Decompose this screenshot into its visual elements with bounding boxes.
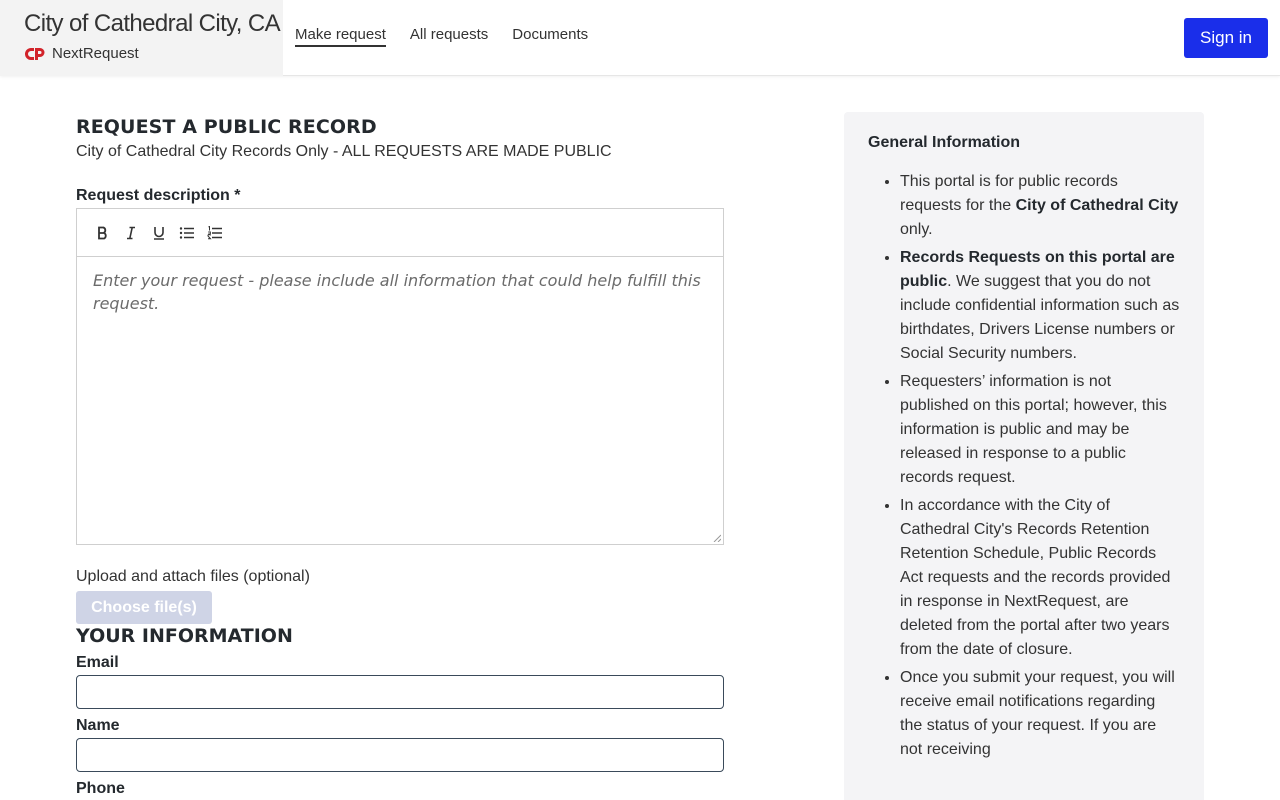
sign-in-button[interactable]: Sign in (1184, 18, 1268, 58)
your-information-title: YOUR INFORMATION (76, 625, 293, 647)
request-form (76, 112, 724, 798)
name-field[interactable] (76, 738, 724, 772)
request-description-label (76, 187, 724, 205)
info-item-text: This portal is for public records requests for the (900, 173, 1118, 214)
info-item-text: . We suggest that you do not include confidential information such as birthdates, Drivers License numbers or Social Security numbers. (900, 273, 1180, 362)
request-description-input[interactable] (77, 257, 723, 544)
page-title: REQUEST A PUBLIC RECORD (76, 116, 377, 138)
choose-files-button[interactable]: Choose file(s) (76, 591, 212, 624)
info-item (900, 494, 1180, 662)
info-item (900, 666, 1180, 762)
org-title[interactable]: City of Cathedral City, CA (24, 10, 281, 37)
info-item (900, 370, 1180, 490)
info-item-bold: Records Requests on this portal are public (900, 249, 1175, 290)
editor-toolbar (77, 209, 723, 257)
email-label: Email (76, 654, 119, 671)
required-marker: * (234, 187, 241, 204)
bullet-list-icon[interactable] (175, 221, 199, 245)
underline-icon[interactable] (147, 221, 171, 245)
nav-documents[interactable]: Documents (512, 26, 589, 43)
brand-block[interactable] (0, 0, 283, 76)
numbered-list-icon[interactable] (203, 221, 227, 245)
bold-icon[interactable] (91, 221, 115, 245)
info-item-text: only. (900, 221, 933, 238)
upload-label: Upload and attach files (optional) (76, 568, 310, 585)
nextrequest-logo-icon (24, 47, 46, 61)
brand-logo[interactable] (24, 45, 139, 62)
email-field[interactable] (76, 675, 724, 709)
main-nav (295, 26, 588, 47)
phone-label: Phone (76, 780, 125, 797)
info-item-text: Requesters’ information is not published on this portal; however, this information is public and may be released in response to a public records request. (900, 373, 1167, 486)
nav-make-request[interactable]: Make request (295, 26, 386, 47)
site-header (0, 0, 1280, 76)
resize-handle-icon[interactable] (713, 534, 721, 542)
name-label: Name (76, 717, 120, 734)
general-information-list (868, 170, 1180, 762)
info-item (900, 170, 1180, 242)
nav-all-requests[interactable]: All requests (409, 26, 489, 43)
request-description-label-text: Request description (76, 187, 230, 204)
info-item-bold: City of Cathedral City (1015, 197, 1179, 214)
italic-icon[interactable] (119, 221, 143, 245)
page-subtitle: City of Cathedral City Records Only - ALL REQUESTS ARE MADE PUBLIC (76, 143, 612, 160)
info-item-text: Once you submit your request, you will receive email notifications regarding the status of your request. If you are not receiving (900, 669, 1175, 758)
info-item (900, 246, 1180, 366)
rich-text-editor (76, 208, 724, 545)
general-information-title: General Information (868, 134, 1021, 151)
brand-name: NextRequest (52, 45, 139, 62)
info-item-text: In accordance with the City of Cathedral City's Records Retention Retention Schedule, Public Records Act requests and the records provided in response in NextRequest, are deleted from the portal after two years from the date of closure. (900, 497, 1171, 658)
general-information-panel (844, 112, 1204, 800)
